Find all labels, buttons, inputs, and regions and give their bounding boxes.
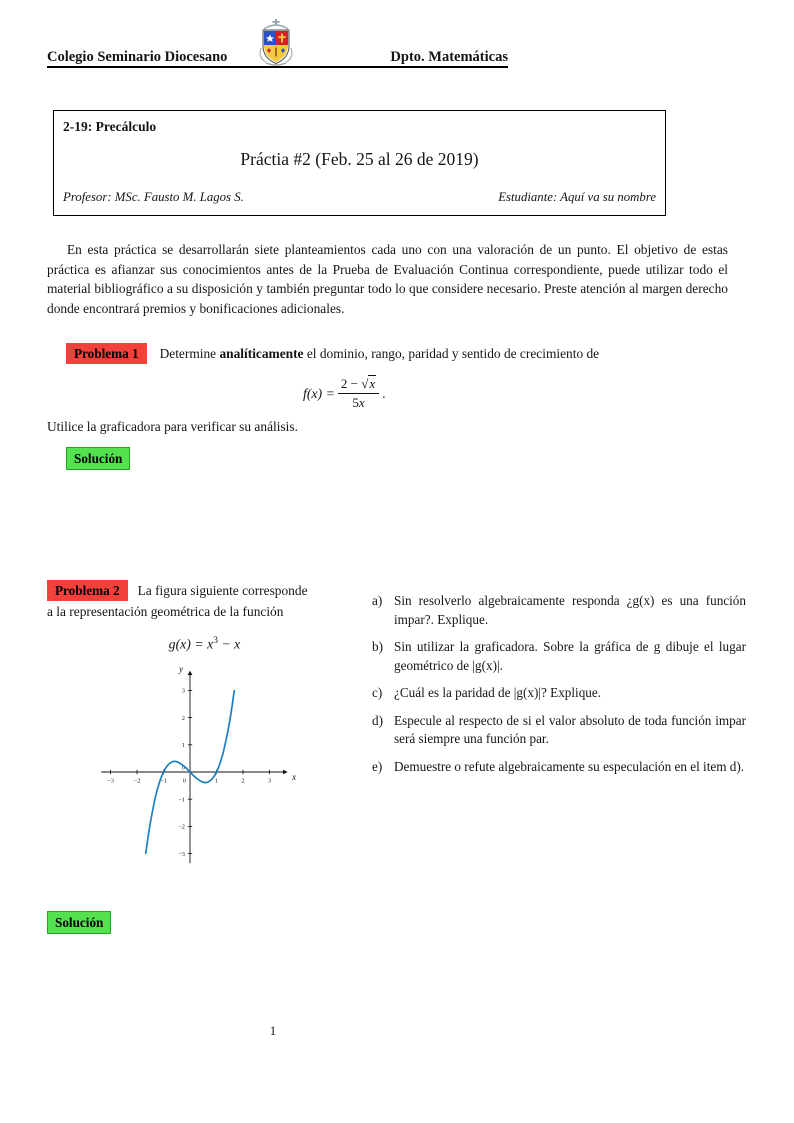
svg-text:2: 2 <box>241 777 245 785</box>
problem2-left-column <box>47 580 362 882</box>
school-crest-logo <box>256 18 296 66</box>
header-school-name: Colegio Seminario Diocesano <box>47 49 228 65</box>
question-item <box>372 712 746 749</box>
question-label: a) <box>372 593 383 608</box>
sqrt-icon: 2 − √ <box>340 376 369 391</box>
problem1-note: Utilice la graficadora para verificar su análisis. <box>47 419 298 434</box>
problem2-formula-exponent: 3 <box>213 636 218 646</box>
problem1-badge: Problema 1 <box>66 343 147 364</box>
svg-text:−2: −2 <box>133 777 141 785</box>
problem1-statement-pre: Determine <box>159 346 220 361</box>
course-label: 2-19: Precálculo <box>63 119 157 134</box>
svg-text:1: 1 <box>181 741 185 749</box>
people-row <box>63 190 656 205</box>
solution2-badge: Solución <box>47 911 111 934</box>
question-item <box>372 638 746 675</box>
svg-text:3: 3 <box>267 777 272 785</box>
problem2-formula <box>47 636 362 653</box>
svg-text:2: 2 <box>181 714 185 722</box>
den-coefficient: 5 <box>352 395 359 410</box>
worksheet-title: Práctia #2 (Feb. 25 al 26 de 2019) <box>240 149 479 169</box>
solution1-badge: Solución <box>66 447 130 470</box>
fraction-numerator <box>338 376 379 394</box>
question-label: e) <box>372 758 383 774</box>
question-label: c) <box>372 685 383 700</box>
formula-fraction <box>338 376 379 411</box>
problem2-formula-rest: − x <box>217 636 241 652</box>
den-variable: x <box>358 395 365 410</box>
sqrt-radicand: x <box>369 376 376 391</box>
professor-label: Profesor: MSc. Fausto M. Lagos S. <box>63 190 244 204</box>
svg-text:1: 1 <box>214 777 219 785</box>
problem1-statement-post: el dominio, rango, paridad y sentido de crecimiento de <box>303 346 600 361</box>
problem1-row <box>66 343 747 364</box>
question-item <box>372 592 746 629</box>
question-text: Sin resolverlo algebraicamente responda ¿g(x) es una función impar?. Explique. <box>394 593 746 627</box>
svg-text:3: 3 <box>181 687 185 695</box>
x-axis-arrow-icon <box>283 769 288 774</box>
svg-text:−3: −3 <box>107 777 114 785</box>
student-label: Estudiante: Aquí va su nombre <box>498 190 656 204</box>
intro-paragraph: En esta práctica se desarrollarán siete planteamientos cada uno con una valoración de un punto. El objetivo de estas práctica es afianzar sus conocimientos antes de la Prueba de Evaluación Continua correspondiente, puede utilizar todo el material bibliográfico a su disposición y también preguntar todo lo que considere necesario. Preste atención al margen derecho donde encontrará premios y bonificaciones adicionales. <box>47 242 728 316</box>
header-rule <box>47 66 508 68</box>
function-plot <box>95 663 300 878</box>
page-number: 1 <box>269 1023 277 1038</box>
svg-text:−3: −3 <box>178 850 185 858</box>
problem2-row <box>47 580 362 601</box>
problem1-formula <box>303 376 386 411</box>
svg-text:x: x <box>292 771 297 782</box>
svg-text:y: y <box>179 663 183 674</box>
problem2-formula-base: g(x) = x <box>168 636 214 652</box>
svg-text:0: 0 <box>182 777 186 785</box>
question-label: d) <box>372 712 383 728</box>
problem2-questions <box>372 592 746 785</box>
figure-wrapper <box>95 663 362 882</box>
fraction-denominator <box>338 394 379 411</box>
formula-period: . <box>382 385 386 401</box>
question-label: b) <box>372 639 383 654</box>
question-item <box>372 758 746 777</box>
problem2-badge: Problema 2 <box>47 580 128 601</box>
y-axis-arrow-icon <box>188 670 193 675</box>
svg-text:−2: −2 <box>178 823 185 831</box>
problem2-intro-line2: a la representación geométrica de la función <box>47 604 284 619</box>
title-box <box>53 110 666 216</box>
svg-text:−1: −1 <box>178 795 185 803</box>
question-text: Especule al respecto de si el valor absoluto de toda función impar será siempre una función par. <box>394 712 746 746</box>
question-text: Sin utilizar la graficadora. Sobre la gráfica de g dibuje el lugar geométrico de |g(x)|. <box>394 639 746 673</box>
svg-text:−1: −1 <box>160 777 167 785</box>
question-item <box>372 684 746 703</box>
header-department: Dpto. Matemáticas <box>390 49 508 65</box>
problem1-statement-bold: analíticamente <box>219 346 304 361</box>
formula-lhs: f(x) = <box>303 385 335 401</box>
problem1-statement <box>160 343 600 362</box>
svg-text:0: 0 <box>181 764 185 772</box>
question-text: ¿Cuál es la paridad de |g(x)|? Explique. <box>394 685 602 700</box>
question-text: Demuestre o refute algebraicamente su especulación en el item d). <box>394 758 745 774</box>
problem2-intro-line1: La figura siguiente corresponde <box>137 583 308 598</box>
